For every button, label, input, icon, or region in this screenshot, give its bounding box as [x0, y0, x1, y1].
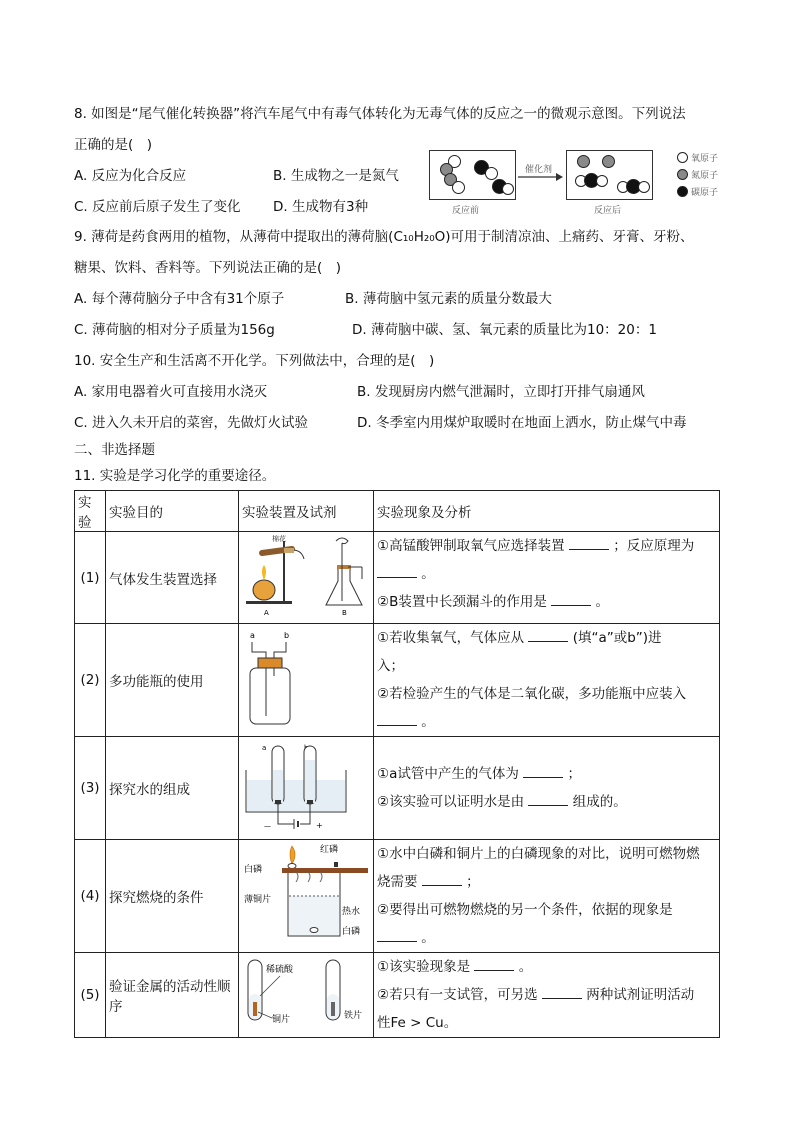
answer-blank[interactable]: [377, 711, 417, 726]
label-b: b: [284, 631, 290, 640]
electrolysis-apparatus: [242, 740, 370, 832]
carbon-legend-icon: [677, 186, 688, 197]
row-purpose: 探究水的组成: [106, 737, 239, 840]
header-analysis: 实验现象及分析: [374, 491, 720, 532]
label-red-phosphorus: 红磷: [320, 845, 339, 855]
oxygen-atom: [502, 183, 514, 195]
table-row: [75, 840, 720, 953]
label-copper: 铜片: [272, 1015, 291, 1025]
row-purpose: 气体发生装置选择: [106, 532, 239, 624]
apparatus-cell: [239, 624, 374, 737]
legend-carbon: 碳原子: [691, 188, 719, 198]
analysis-text: ②该实验可以证明水是由: [377, 794, 525, 810]
combustion-apparatus: [242, 842, 370, 946]
q9-stem-line2: 糖果、饮料、香料等。下列说法正确的是( ): [74, 260, 342, 276]
row-purpose: 验证金属的活动性顺序: [106, 953, 239, 1038]
label-white-phosphorus: 白磷: [244, 865, 263, 875]
row-number: (3): [75, 737, 106, 840]
q10-option-c: C. 进入久未开启的菜窖，先做灯火试验: [74, 415, 309, 431]
analysis-text: ①若收集氧气，气体应从: [377, 630, 525, 646]
answer-blank[interactable]: [377, 563, 417, 578]
q8-option-a: A. 反应为化合反应: [74, 168, 187, 184]
oxygen-atom: [596, 175, 608, 187]
analysis-text: (填“a”或b”)进: [572, 630, 662, 646]
before-box: [429, 150, 516, 200]
analysis-text: ；反应原理为: [613, 538, 695, 554]
answer-blank[interactable]: [528, 627, 568, 642]
label-dilute-sulfuric-acid: 稀硫酸: [266, 965, 294, 975]
nitrogen-legend-icon: [677, 169, 688, 180]
label-a: a: [262, 744, 267, 752]
analysis-text: ；: [466, 874, 480, 890]
analysis-cell: [374, 840, 720, 953]
analysis-cell: [374, 624, 720, 737]
oxygen-atom: [452, 181, 465, 194]
catalyst-label: 催化剂: [525, 165, 553, 175]
q9-option-c: C. 薄荷脑的相对分子质量为156g: [74, 322, 275, 338]
header-purpose: 实验目的: [106, 491, 239, 532]
analysis-cell: [374, 953, 720, 1038]
table-header-row: [75, 491, 720, 532]
answer-blank[interactable]: [551, 591, 591, 606]
apparatus-cell: [239, 953, 374, 1038]
analysis-text: ②B装置中长颈漏斗的作用是: [377, 594, 547, 610]
row-number: (1): [75, 532, 106, 624]
reaction-arrow: [516, 172, 564, 182]
analysis-text: ①高锰酸钾制取氧气应选择装置: [377, 538, 565, 554]
analysis-text: 。: [595, 594, 609, 610]
answer-blank[interactable]: [422, 871, 462, 886]
analysis-cell: [374, 737, 720, 840]
analysis-text: 。: [518, 959, 533, 975]
q9-option-a: A. 每个薄荷脑分子中含有31个原子: [74, 291, 285, 307]
row-purpose: 探究燃烧的条件: [106, 840, 239, 953]
apparatus-cell: [239, 532, 374, 624]
q8-stem-line2: 正确的是( ): [74, 137, 153, 153]
label-A: A: [264, 608, 269, 617]
q8-option-d: D. 生成物有3种: [273, 199, 369, 215]
label-plus: +: [316, 821, 323, 830]
header-experiment: 实验: [75, 491, 106, 532]
row-number: (2): [75, 624, 106, 737]
q11-stem: 11. 实验是学习化学的重要途径。: [74, 468, 276, 484]
label-hot-water: 热水: [342, 907, 361, 917]
row-number: (4): [75, 840, 106, 953]
after-label: 反应后: [594, 206, 622, 216]
label-a: a: [250, 631, 255, 640]
apparatus-cell: [239, 737, 374, 840]
answer-blank[interactable]: [377, 927, 417, 942]
analysis-text: ；: [567, 766, 581, 782]
q10-stem: 10. 安全生产和生活离不开化学。下列做法中，合理的是( ): [74, 353, 435, 369]
label-minus: —: [264, 822, 271, 830]
analysis-text: ①水中白磷和铜片上的白磷现象的对比，说明可燃物燃: [377, 846, 700, 862]
table-row: [75, 532, 720, 624]
section-heading: 二、非选择题: [74, 442, 155, 458]
q9-stem-line1: 9. 薄荷是药食两用的植物，从薄荷中提取出的薄荷脑(C₁₀H₂₀O)可用于制清凉油、上痛药、牙膏、牙粉、: [74, 229, 694, 245]
q9-option-b: B. 薄荷脑中氢元素的质量分数最大: [345, 291, 552, 307]
oxygen-legend-icon: [677, 152, 688, 163]
gas-generation-apparatus: [242, 535, 370, 617]
legend-nitrogen: 氮原子: [691, 171, 719, 181]
analysis-text: 。: [421, 930, 435, 946]
answer-blank[interactable]: [474, 956, 514, 971]
q10-option-b: B. 发现厨房内燃气泄漏时，立即打开排气扇通风: [357, 384, 645, 400]
label-iron: 铁片: [344, 1011, 363, 1021]
q10-option-a: A. 家用电器着火可直接用水浇灭: [74, 384, 268, 400]
multifunction-bottle: [242, 628, 370, 728]
analysis-text: ②若检验产生的气体是二氧化碳，多功能瓶中应装入: [377, 686, 687, 702]
table-row: [75, 624, 720, 737]
analysis-text: ①a试管中产生的气体为: [377, 766, 519, 782]
header-apparatus: 实验装置及试剂: [239, 491, 374, 532]
q8-option-b: B. 生成物之一是氮气: [273, 168, 399, 184]
experiment-table: [74, 490, 720, 1038]
answer-blank[interactable]: [528, 791, 568, 806]
label-copper-sheet: 薄铜片: [244, 895, 272, 905]
answer-blank[interactable]: [569, 535, 609, 550]
after-box: [566, 150, 653, 200]
nitrogen-atom: [602, 155, 615, 168]
table-row: [75, 737, 720, 840]
q8-option-c: C. 反应前后原子发生了变化: [74, 199, 241, 215]
analysis-text: ②若只有一支试管，可另选: [377, 987, 538, 1003]
answer-blank[interactable]: [542, 984, 582, 999]
analysis-text: 两种试剂证明活动: [586, 987, 695, 1003]
legend-oxygen: 氧原子: [691, 154, 719, 164]
q8-stem-line1: 8. 如图是“尾气催化转换器”将汽车尾气中有毒气体转化为无毒气体的反应之一的微观示意图。下列说法: [74, 106, 686, 122]
analysis-text: 组成的。: [572, 794, 627, 810]
table-row: [75, 953, 720, 1038]
oxygen-atom: [638, 181, 650, 193]
label-B: B: [342, 608, 347, 617]
analysis-cell: [374, 532, 720, 624]
analysis-text: 入；: [377, 658, 404, 674]
row-number: (5): [75, 953, 106, 1038]
analysis-text: 。: [421, 566, 435, 582]
label-white-phosphorus-water: 白磷: [342, 927, 361, 937]
apparatus-cell: [239, 840, 374, 953]
answer-blank[interactable]: [523, 763, 563, 778]
analysis-text: ②要得出可燃物燃烧的另一个条件，依据的现象是: [377, 902, 673, 918]
analysis-text: 性Fe > Cu。: [377, 1015, 458, 1031]
analysis-text: 烧需要: [377, 874, 418, 890]
analysis-text: 。: [421, 714, 435, 730]
row-purpose: 多功能瓶的使用: [106, 624, 239, 737]
analysis-text: ①该实验现象是: [377, 959, 471, 975]
before-label: 反应前: [452, 206, 480, 216]
nitrogen-atom: [577, 155, 590, 168]
oxygen-atom: [485, 167, 498, 180]
q10-option-d: D. 冬季室内用煤炉取暖时在地面上洒水，防止煤气中毒: [357, 415, 687, 431]
label-cotton: 棉花: [272, 534, 286, 543]
metal-activity-apparatus: [242, 954, 370, 1032]
q9-option-d: D. 薄荷脑中碳、氢、氧元素的质量比为10：20：1: [352, 322, 657, 338]
